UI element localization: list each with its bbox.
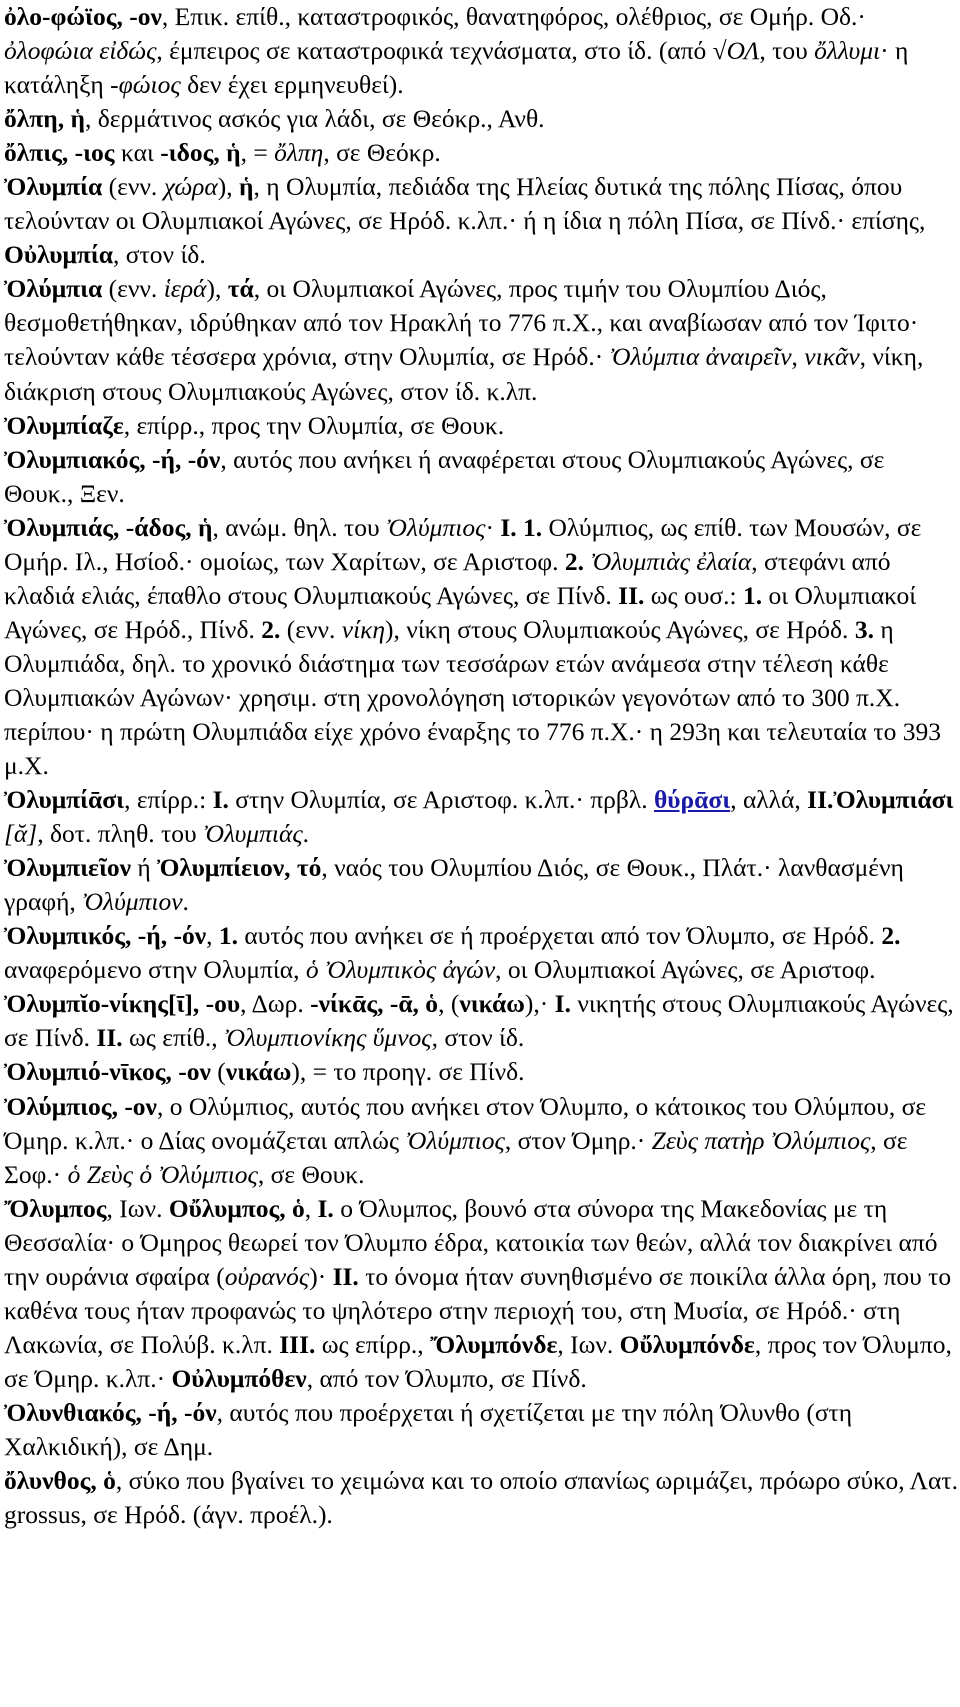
headword: ὄλπη, ἡ xyxy=(4,104,85,134)
entry-text: , στεφάνι από κλαδιά ελιάς, έπαθλο στους Ολυμπιακούς Αγώνες, σε Πίνδ. xyxy=(4,546,897,610)
entry-text: . xyxy=(182,887,189,917)
bold-term: II. xyxy=(332,1261,359,1291)
entry-text: νικητής στους Ολυμπιακούς Αγώνες, σε Πίνδ. xyxy=(4,989,960,1053)
entry-text: , οι Ολυμπιακοί Αγώνες, προς τιμήν του Ολυμπίου Διός, θεσμοθετήθηκαν, ιδρύθηκαν από τον Ηρακλή το 776 π.Χ., και αναβίωσαν από τον Ίφιτο· τελούνταν κάθε τέσσερα χρόνια, στην Ολυμπία, σε Ηρόδ.· xyxy=(4,274,925,372)
entry-text: ), νίκη στους Ολυμπιακούς Αγώνες, σε Ηρόδ. xyxy=(385,614,855,644)
bold-term: Οὐλυμπία xyxy=(4,240,114,270)
entry-text: , έμπειρος σε καταστροφικά τεχνάσματα, στο ίδ. (από √ xyxy=(156,36,727,66)
italic-quote: Ὀλύμπιος xyxy=(386,512,486,542)
italic-quote: νίκη xyxy=(341,614,386,644)
entry-text: ως επίρρ., xyxy=(315,1329,431,1359)
bold-term: I. xyxy=(554,989,571,1019)
italic-quote: [ᾰ] xyxy=(4,819,38,849)
entry-text: , προς τον Όλυμπο, σε Όμηρ. κ.λπ.· xyxy=(4,1329,959,1393)
entry-text: δεν έχει ερμηνευθεί). xyxy=(180,70,404,100)
entry-text: και xyxy=(114,138,161,168)
bold-term: III. xyxy=(279,1329,316,1359)
entry-text: . xyxy=(302,819,310,849)
headword: ὀλο-φώϊος, -ον xyxy=(4,2,162,31)
italic-quote: ὁ Ὀλυμπικὸς ἀγών xyxy=(305,955,496,985)
entry-text: ως επίθ., xyxy=(122,1023,225,1053)
bold-term: ἡ xyxy=(239,172,254,202)
bold-term: II.Ὀλυμπιάσι xyxy=(807,785,954,815)
bold-term: II. xyxy=(618,580,645,610)
entry-text: οι Ολυμπιακοί Αγώνες, σε Ηρόδ., Πίνδ. xyxy=(4,580,922,644)
bold-term: I. xyxy=(500,512,517,542)
headword: Ὀλυμπίαζε xyxy=(4,410,124,440)
bold-term: Ὄλυμπόνδε xyxy=(430,1329,558,1359)
headword: Ὀλυμπίᾱσι xyxy=(4,785,125,815)
entry-olympiakos xyxy=(4,443,960,511)
headword: Ὄλυμπος xyxy=(4,1193,107,1223)
entry-olympios xyxy=(4,1090,960,1192)
bold-term: II. xyxy=(96,1023,123,1053)
entry-text: , σε Σοφ.· xyxy=(4,1125,914,1189)
bold-term: 2. xyxy=(564,546,584,576)
entry-text: , ( xyxy=(438,989,460,1019)
italic-quote: φώιος xyxy=(118,70,181,100)
italic-quote: Ὀλύμπιος xyxy=(405,1125,505,1155)
entry-text: · xyxy=(485,512,501,542)
entry-text: , αυτός που προέρχεται ή σχετίζεται με την πόλη Όλυνθο (στη Χαλκιδική), σε Δημ. xyxy=(4,1397,859,1461)
bold-term: Οὐλυμπόθεν xyxy=(171,1363,307,1393)
cross-reference-link[interactable]: θύρᾱσι xyxy=(653,785,731,815)
headword: Ὀλυμπιό-νῑκος, -ον xyxy=(4,1057,211,1087)
entry-text xyxy=(953,785,959,814)
bold-term: 1. xyxy=(523,512,543,542)
entry-text: , επίρρ., προς την Ολυμπία, σε Θουκ. xyxy=(123,410,505,440)
entry-text: , Ιων. xyxy=(557,1329,620,1359)
entry-text: , οι Ολυμπιακοί Αγώνες, σε Αριστοφ. xyxy=(495,955,876,985)
entry-olpi xyxy=(4,102,960,136)
entry-text: ως ουσ.: xyxy=(644,580,743,610)
bold-term: Οὔλυμπος, ὁ xyxy=(168,1193,305,1223)
italic-quote: ΟΛ xyxy=(726,36,760,66)
entry-olynthos xyxy=(4,1464,960,1532)
entry-text: (ενν. xyxy=(102,274,164,304)
bold-term: Οὔλυμπόνδε xyxy=(619,1329,755,1359)
headword: Ὀλυμπιακός, -ή, -όν xyxy=(4,444,221,474)
italic-quote: Ὀλυμπιονίκης ὕμνος xyxy=(224,1023,432,1053)
entry-text: , δοτ. πληθ. του xyxy=(37,819,204,849)
entry-olympikos xyxy=(4,919,960,987)
entry-text: ο Όλυμπος, βουνό στα σύνορα της Μακεδονίας με τη Θεσσαλία· ο Όμηρος θεωρεί τον Όλυμπο έδρα, κατοικία των θεών, αλλά τον διακρίνει από την ουράνια σφαίρα ( xyxy=(4,1193,944,1291)
bold-term: Ὀλυμπίειον, τό xyxy=(157,853,322,883)
entry-text: , ανώμ. θηλ. του xyxy=(212,512,387,542)
entry-text: αυτός που ανήκει σε ή προέρχεται από τον Όλυμπο, σε Ηρόδ. xyxy=(237,921,882,951)
entry-olynthiakos xyxy=(4,1396,960,1464)
bold-term: I. xyxy=(317,1193,334,1223)
entry-olympiaze xyxy=(4,409,960,443)
italic-quote: Ὀλύμπιον xyxy=(82,887,183,917)
entry-text: η Ολυμπιάδα, δηλ. το χρονικό διάστημα των τεσσάρων ετών ανάμεσα στην τέλεση κάθε Ολυμπιακών Αγώνων· χρησιμ. στη χρονολόγηση ιστορικών γεγονότων από το 300 π.Χ. περίπου· η πρώτη Ολυμπιάδα είχε χρόνο έναρξης το 776 π.Χ.· η 293η και τελευταία το 393 μ.Χ. xyxy=(4,614,948,781)
italic-quote: Ὀλύμπια ἀναιρεῖν xyxy=(609,342,792,372)
italic-quote: ὁ Ζεὺς ὁ Ὀλύμπιος xyxy=(67,1159,258,1189)
italic-quote: Ζεὺς πατὴρ Ὀλύμπιος xyxy=(651,1125,871,1155)
entry-olympia-place xyxy=(4,170,960,272)
headword: Ὀλυμπῐο-νίκης[ῑ], -ου xyxy=(4,989,241,1019)
headword: Ὀλυμπιεῖον xyxy=(4,853,132,883)
italic-quote: Ὀλυμπιὰς ἐλαία xyxy=(590,546,752,576)
bold-term: τά xyxy=(227,274,254,304)
entry-text: Ολύμπιος, ως επίθ. των Μουσών, σε Ομήρ. Ιλ., Ησίοδ.· ομοίως, των Χαρίτων, σε Αριστοφ. xyxy=(4,512,928,576)
bold-term: 1. xyxy=(742,580,763,610)
bold-term: -νίκᾱς, -ᾱ, ὁ xyxy=(310,989,439,1019)
headword: ὄλυνθος, ὁ xyxy=(4,1466,116,1496)
bold-term: I. xyxy=(212,785,229,815)
italic-quote: Ὀλυμπιάς xyxy=(203,819,303,849)
entry-text: στην Ολυμπία, σε Αριστοφ. κ.λπ.· πρβλ. xyxy=(228,785,654,815)
italic-quote: ὀλοφώια εἰδώς xyxy=(4,36,157,66)
headword: Ὀλύμπια xyxy=(4,274,103,304)
entry-text: , από τον Όλυμπο, σε Πίνδ. xyxy=(306,1363,587,1393)
entry-olympos xyxy=(4,1192,960,1396)
entry-text: , στον Όμηρ.· xyxy=(504,1125,652,1155)
italic-quote: οὐρανός xyxy=(224,1261,310,1291)
italic-quote: ἱερά xyxy=(163,274,207,304)
bold-term: 3. xyxy=(854,614,874,644)
entry-text: (ενν. xyxy=(102,172,164,202)
entry-text: , Επικ. επίθ., καταστροφικός, θανατηφόρος, ολέθριος, σε Ομήρ. Οδ.· xyxy=(161,2,873,31)
entry-text: ), = το προηγ. σε Πίνδ. xyxy=(291,1057,525,1087)
entry-text: , σύκο που βγαίνει το χειμώνα και το οποίο σπανίως ωριμάζει, πρόωρο σύκο, Λατ. grossus, σε Ηρόδ. (άγν. προέλ.). xyxy=(4,1466,959,1530)
entry-text: ), xyxy=(217,172,240,202)
entry-text: , xyxy=(791,342,805,372)
italic-quote: ὄλλυμι xyxy=(814,36,881,66)
bold-term: νικάω xyxy=(459,989,525,1019)
entry-olympionikis xyxy=(4,987,960,1055)
bold-term: 2. xyxy=(261,614,281,644)
entry-text: , = xyxy=(240,138,275,168)
entry-olpis xyxy=(4,136,960,170)
entry-olympionikos xyxy=(4,1055,960,1089)
entry-text: , ναός του Ολυμπίου Διός, σε Θουκ., Πλάτ.· λανθασμένη γραφή, xyxy=(4,853,911,917)
entry-text: το όνομα ήταν συνηθισμένο σε ποικίλα άλλα όρη, που το καθένα τους ήταν προφανώς το ψηλότερο στην περιοχή του, στη Μυσία, σε Ηρόδ.· στη Λακωνία, σε Πολύβ. κ.λπ. xyxy=(4,1261,958,1359)
entry-text: , δερμάτινος ασκός για λάδι, σε Θεόκρ., Ανθ. xyxy=(84,104,545,134)
entry-olympia-games xyxy=(4,272,960,408)
entry-olympiasi xyxy=(4,783,960,851)
entry-olofoios xyxy=(4,0,960,102)
entry-olympieion xyxy=(4,851,960,919)
entry-text: , ο Ολύμπιος, αυτός που ανήκει στον Όλυμπο, ο κάτοικος του Ολύμπου, σε Όμηρ. κ.λπ.· ο Δίας ονομάζεται απλώς xyxy=(4,1091,933,1155)
entry-text: , Ιων. xyxy=(106,1193,169,1223)
bold-term: νικάω xyxy=(225,1057,292,1087)
bold-term: -ιδος, ἡ xyxy=(160,138,241,168)
entry-text: , στον ίδ. xyxy=(431,1023,525,1053)
entry-text: , νίκη, διάκριση στους Ολυμπιακούς Αγώνες, στον ίδ. κ.λπ. xyxy=(4,342,930,406)
headword: Ὀλυμπιάς, -άδος, ἡ xyxy=(4,512,213,542)
entry-text: αναφερόμενο στην Ολυμπία, xyxy=(4,921,907,985)
headword: Ὀλυνθιακός, -ή, -όν xyxy=(4,1397,217,1427)
entry-text: , σε Θεόκρ. xyxy=(323,138,441,168)
entry-text: ), xyxy=(206,274,228,304)
entry-text: , αυτός που ανήκει ή αναφέρεται στους Ολυμπιακούς Αγώνες, σε Θουκ., Ξεν. xyxy=(4,444,891,508)
entry-text: , αλλά, xyxy=(730,785,808,815)
bold-term: 1. xyxy=(218,921,238,951)
italic-quote: χώρα xyxy=(163,172,218,202)
entry-text: ή xyxy=(131,853,158,883)
italic-quote: ὄλπη xyxy=(274,138,324,168)
entry-text: , στον ίδ. xyxy=(113,240,206,270)
entry-olympias xyxy=(4,511,960,783)
headword: ὄλπις, -ιος xyxy=(4,138,115,168)
bold-term: 2. xyxy=(881,921,901,951)
entry-text: , xyxy=(206,921,219,951)
headword: Ὀλυμπικός, -ή, -όν xyxy=(4,921,207,951)
entry-text: ),· xyxy=(524,989,555,1019)
entry-text: , επίρρ.: xyxy=(124,785,213,815)
entry-text: ( xyxy=(210,1057,226,1087)
entry-text: · η κατάληξη - xyxy=(4,36,915,100)
entry-text: , του xyxy=(759,36,815,66)
italic-quote: νικᾶν xyxy=(804,342,860,372)
entry-text: )· xyxy=(309,1261,333,1291)
entry-text: , η Ολυμπία, πεδιάδα της Ηλείας δυτικά της πόλης Πίσας, όπου τελούνταν οι Ολυμπιακοί Αγώνες, σε Ηρόδ. κ.λπ.· ή η ίδια η πόλη Πίσα, σε Πίνδ.· επίσης, xyxy=(4,172,932,236)
headword: Ὀλύμπιος, -ον xyxy=(4,1091,157,1121)
entry-text: , σε Θουκ. xyxy=(257,1159,365,1189)
headword: Ὀλυμπία xyxy=(4,172,103,202)
entry-text: (ενν. xyxy=(280,614,342,644)
entry-text: , Δωρ. xyxy=(240,989,311,1019)
entry-text: , xyxy=(304,1193,318,1223)
